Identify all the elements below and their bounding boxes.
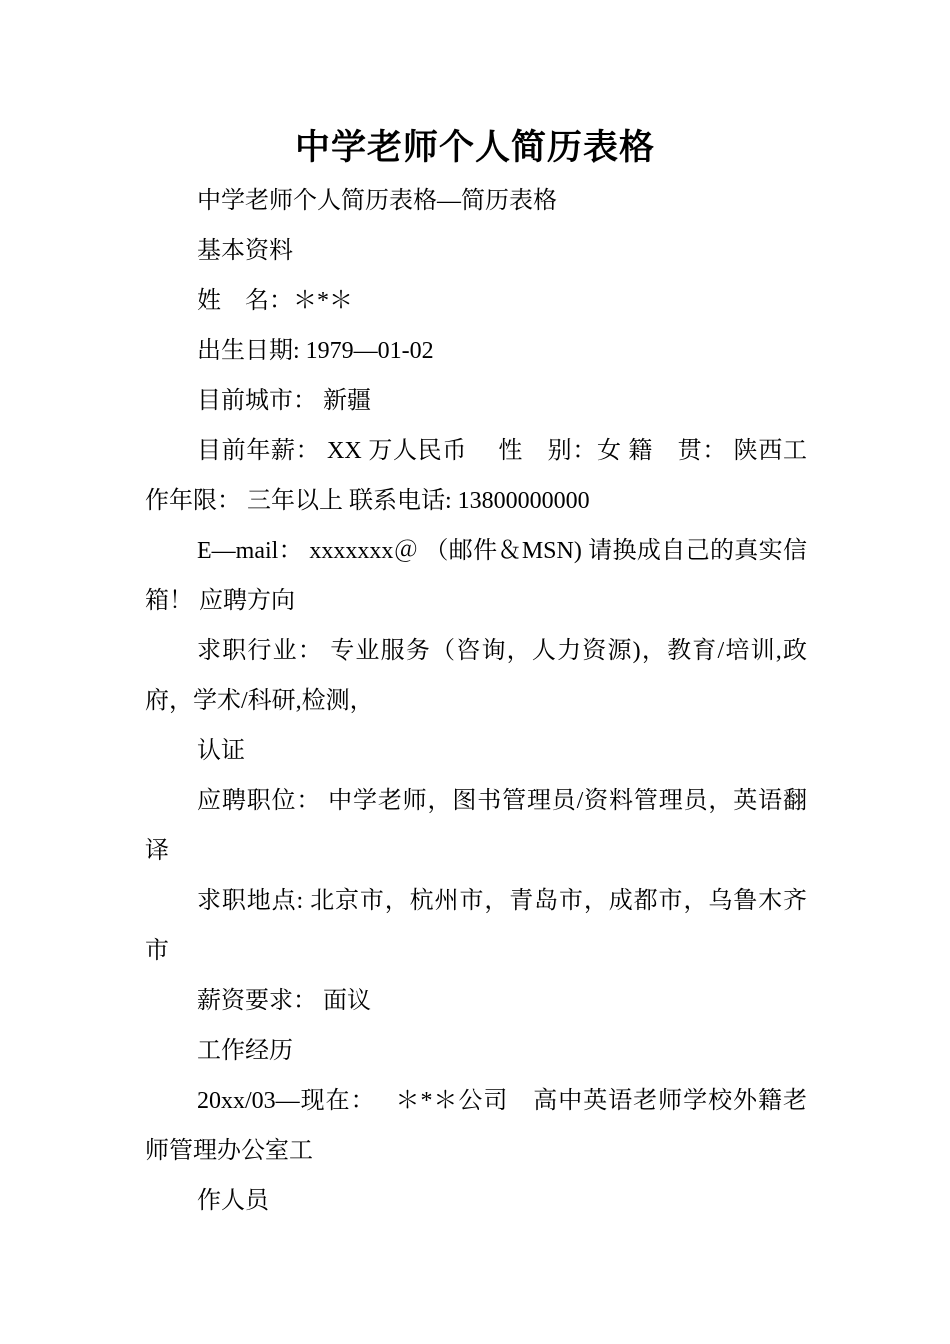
work-experience-continuation: 作人员 [197, 1188, 269, 1214]
subtitle-line: 中学老师个人简历表格—简历表格 [197, 188, 557, 214]
certification-line: 认证 [197, 738, 245, 764]
section-heading-basic-info: 基本资料 [197, 238, 293, 264]
section-heading-work-experience: 工作经历 [197, 1038, 293, 1064]
birth-date-line: 出生日期: 1979—01-02 [197, 338, 434, 364]
email-line: E—mail： xxxxxxx＠ （邮件＆MSN) 请换成自己的真实信箱！ 应聘方向 [145, 538, 807, 614]
document-title: 中学老师个人简历表格 [294, 128, 655, 167]
industry-line: 求职行业： 专业服务（咨询，人力资源)，教育/培训,政府，学术/科研,检测， [145, 638, 807, 714]
current-city-line: 目前城市： 新疆 [197, 388, 371, 414]
name-line: 姓 名：＊*＊ [197, 288, 353, 314]
salary-gender-origin-line: 目前年薪： XX 万人民币 性 别：女 籍 贯： 陕西工作年限： 三年以上 联系电话: 13800000000 [145, 438, 807, 514]
position-line: 应聘职位： 中学老师，图书管理员/资料管理员，英语翻译 [145, 788, 807, 864]
location-line: 求职地点: 北京市，杭州市，青岛市，成都市，乌鲁木齐市 [145, 888, 807, 964]
salary-requirement-line: 薪资要求： 面议 [197, 988, 371, 1014]
work-experience-entry: 20xx/03—现在： ＊*＊公司 高中英语老师学校外籍老师管理办公室工 [145, 1088, 807, 1164]
document-body [145, 176, 807, 1226]
